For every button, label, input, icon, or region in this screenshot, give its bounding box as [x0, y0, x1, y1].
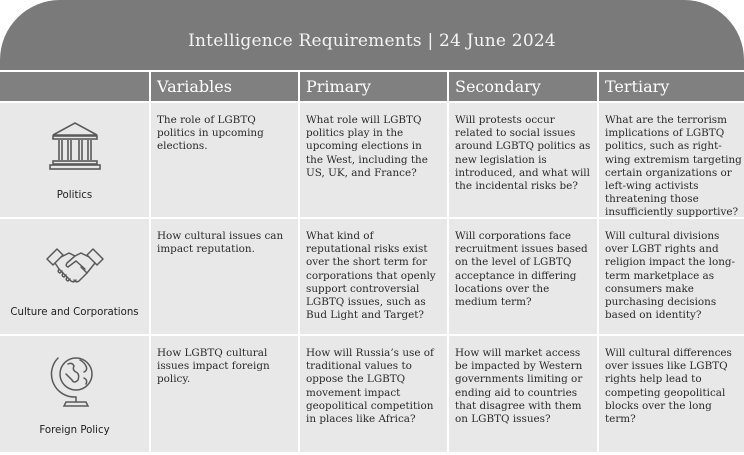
row-label-text: Foreign Policy — [39, 425, 110, 436]
page-title: Intelligence Requirements | 24 June 2024 — [188, 31, 556, 51]
row-label-text: Culture and Corporations — [10, 307, 139, 318]
globe-icon — [50, 350, 100, 408]
title-banner — [0, 0, 744, 70]
cell-foreign-variables: How LGBTQ cultural issues impact foreign policy. — [151, 336, 298, 452]
cell-politics-secondary: Will protests occur related to social issues around LGBTQ politics as new legislation is introduced, and what will the incidental risks be? — [449, 103, 597, 217]
cell-culture-primary: What kind of reputational risks exist over the short term for corporations that openly support controversial LGBTQ issues, such as Bud Light and Target? — [300, 219, 447, 334]
header-secondary: Secondary — [449, 72, 597, 101]
cell-foreign-tertiary: Will cultural differences over issues like LGBTQ rights help lead to competing geopolitical blocks over the long term? — [599, 336, 744, 452]
cell-culture-variables: How cultural issues can impact reputation. — [151, 219, 298, 334]
row-label-foreign-policy — [0, 336, 149, 452]
header-corner — [0, 72, 149, 101]
cell-foreign-primary: How will Russia’s use of traditional values to oppose the LGBTQ movement impact geopolitical competition in places like Africa? — [300, 336, 447, 452]
handshake-icon — [45, 245, 105, 289]
header-tertiary: Tertiary — [599, 72, 744, 101]
government-building-icon — [47, 120, 103, 172]
requirements-table — [0, 72, 744, 455]
cell-politics-tertiary: What are the terrorism implications of LGBTQ politics, such as right-wing extremism targeting certain organizations or left-wing activists threatening those insufficiently supportive? — [599, 103, 744, 217]
cell-foreign-secondary: How will market access be impacted by Western governments limiting or ending aid to countries that disagree with them on LGBTQ issues? — [449, 336, 597, 452]
cell-politics-variables: The role of LGBTQ politics in upcoming elections. — [151, 103, 298, 217]
cell-culture-secondary: Will corporations face recruitment issues based on the level of LGBTQ acceptance in differing locations over the medium term? — [449, 219, 597, 334]
cell-politics-primary: What role will LGBTQ politics play in the upcoming elections in the West, including the US, UK, and France? — [300, 103, 447, 217]
row-label-culture-corporations — [0, 219, 149, 334]
cell-culture-tertiary: Will cultural divisions over LGBT rights and religion impact the long-term marketplace as consumers make purchasing decisions based on identity? — [599, 219, 744, 334]
row-label-politics — [0, 103, 149, 217]
row-label-text: Politics — [56, 190, 93, 201]
header-variables: Variables — [151, 72, 298, 101]
header-primary: Primary — [300, 72, 447, 101]
